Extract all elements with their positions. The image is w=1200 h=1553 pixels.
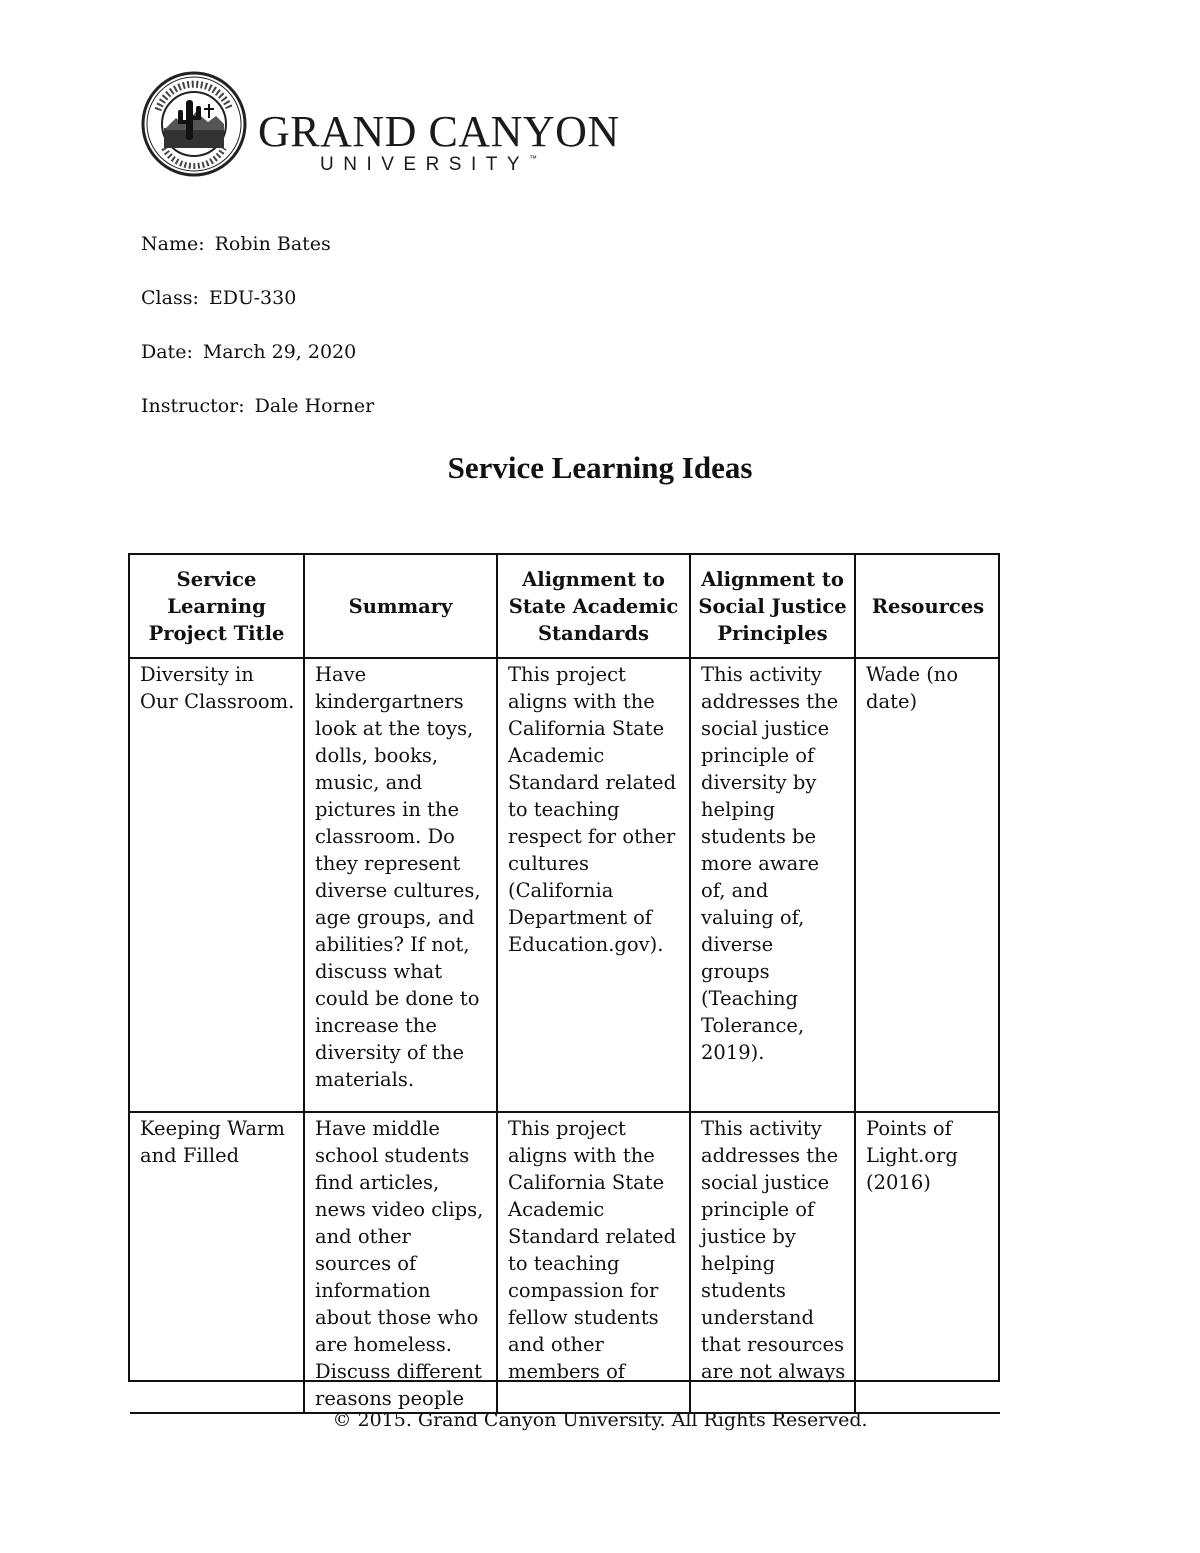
table-row	[130, 658, 1000, 1112]
header-social-justice: Alignment to Social Justice Principles	[690, 555, 855, 658]
table-cell: This project aligns with the California State Academic Standard related to teaching respect for other cultures (California Department of Education.gov).	[497, 658, 690, 1112]
table-cell: This project aligns with the California State Academic Standard related to teaching compassion for fellow students and other members of	[497, 1112, 690, 1413]
table-cell: Wade (no date)	[855, 658, 1000, 1112]
header-resources: Resources	[855, 555, 1000, 658]
copyright-footer: © 2015. Grand Canyon University. All Rights Reserved.	[332, 1409, 868, 1431]
header-project-title: Service Learning Project Title	[130, 555, 304, 658]
university-seal-icon	[140, 70, 248, 178]
student-name-line	[141, 233, 331, 255]
class-line	[141, 287, 296, 309]
instructor-value: Dale Horner	[254, 395, 375, 417]
table-header-row	[130, 555, 1000, 658]
table-cell: Have middle school students find articles, news video clips, and other sources of information about those who are homeless. Discuss different reasons people	[304, 1112, 497, 1413]
table-cell: Keeping Warm and Filled	[130, 1112, 304, 1413]
table-cell: Have kindergartners look at the toys, dolls, books, music, and pictures in the classroom. Do they represent diverse cultures, age groups, and abilities? If not, discuss what could be done to increase the diversity of the materials.	[304, 658, 497, 1112]
class-label: Class:	[141, 287, 199, 309]
class-value: EDU-330	[208, 287, 297, 309]
date-line	[141, 341, 356, 363]
name-label: Name:	[141, 233, 205, 255]
table-cell: Points of Light.org (2016)	[855, 1112, 1000, 1413]
service-learning-table	[128, 553, 1000, 1410]
logo-wordmark: GRAND CANYON	[258, 107, 620, 156]
university-logo	[140, 70, 620, 180]
table-cell: Diversity in Our Classroom.	[130, 658, 304, 1112]
date-label: Date:	[141, 341, 193, 363]
instructor-line	[141, 395, 374, 417]
header-summary: Summary	[304, 555, 497, 658]
table-cell: This activity addresses the social justice principle of justice by helping students understand that resources are not always	[690, 1112, 855, 1413]
name-value: Robin Bates	[214, 233, 331, 255]
table-row	[130, 1112, 1000, 1413]
logo-subwordmark: UNIVERSITY™	[320, 154, 538, 175]
table-cell: This activity addresses the social justice principle of diversity by helping students be more aware of, and valuing of, diverse groups (Teaching Tolerance, 2019).	[690, 658, 855, 1112]
date-value: March 29, 2020	[202, 341, 357, 363]
instructor-label: Instructor:	[141, 395, 245, 417]
header-state-standards: Alignment to State Academic Standards	[497, 555, 690, 658]
page-title: Service Learning Ideas	[447, 450, 753, 485]
